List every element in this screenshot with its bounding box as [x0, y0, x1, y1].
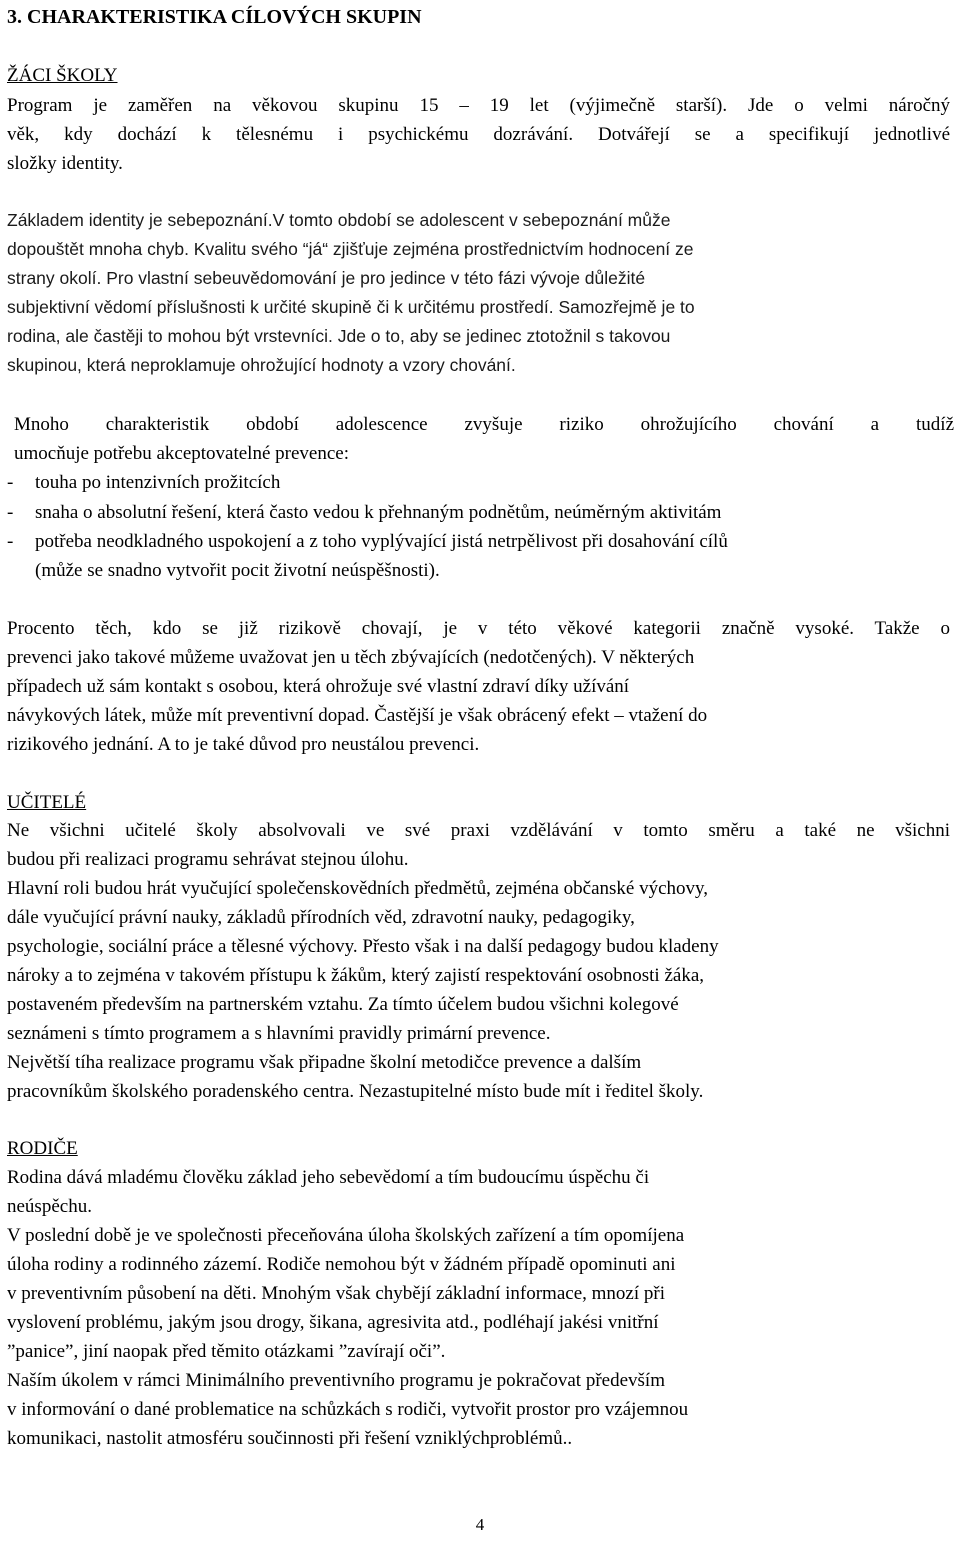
page-number: 4	[475, 1515, 485, 1534]
risk-line: umocňuje potřebu akceptovatelné prevence:	[14, 443, 349, 464]
zaci-line: věk, kdy dochází k tělesnému i psychickému dozrávání. Dotvářejí se a specifikují jednotlivé	[7, 124, 950, 145]
risk-line: Mnoho charakteristik období adolescence zvyšuje riziko ohrožujícího chování a tudíž	[14, 414, 954, 435]
ucitele-line: Hlavní roli budou hrát vyučující společenskovědních předmětů, zejména občanské výchovy,	[7, 878, 709, 899]
rodice-line: Naším úkolem v rámci Minimálního preventivního programu je pokračovat především	[7, 1370, 665, 1391]
ucitele-line: Největší tíha realizace programu však připadne školní metodičce prevence a dalším	[7, 1052, 642, 1073]
rodice-line: v preventivním působení na děti. Mnohým však chybějí základní informace, mnozí při	[7, 1283, 665, 1304]
rodice-line: Rodina dává mladému člověku základ jeho sebevědomí a tím budoucímu úspěchu či	[7, 1167, 650, 1188]
bullet-item: touha po intenzivních prožitcích	[35, 472, 281, 493]
zaci-line: subjektivní vědomí příslušnosti k určité skupině či k určitému prostředí. Samozřejmě je to	[7, 297, 695, 317]
percent-line: případech už sám kontakt s osobou, která ohrožuje své vlastní zdraví díky užívání	[7, 676, 630, 697]
percent-line: návykových látek, může mít preventivní dopad. Častější je však obrácený efekt – vtažení do	[7, 705, 708, 726]
bullet-dash: -	[7, 502, 14, 523]
zaci-line: Základem identity je sebepoznání.V tomto období se adolescent v sebepoznání může	[7, 210, 671, 230]
zaci-line: dopouštět mnoha chyb. Kvalitu svého “já“ zjišťuje zejména prostřednictvím hodnocení ze	[7, 239, 694, 259]
zaci-line: složky identity.	[7, 153, 123, 174]
ucitele-line: budou při realizaci programu sehrávat stejnou úlohu.	[7, 849, 409, 870]
bullet-continuation: (může se snadno vytvořit pocit životní neúspěšnosti).	[35, 560, 440, 581]
percent-line: rizikového jednání. A to je také důvod pro neustálou prevenci.	[7, 734, 480, 755]
rodice-line: v informování o dané problematice na schůzkách s rodiči, vytvořit prostor pro vzájemnou	[7, 1399, 689, 1420]
zaci-line: rodina, ale častěji to mohou být vrstevníci. Jde o to, aby se jedinec ztotožnil s takovou	[7, 326, 671, 346]
rodice-line: ”panice”, jiní naopak před těmito otázkami ”zavírají oči”.	[7, 1341, 446, 1362]
bullet-dash: -	[7, 472, 14, 493]
ucitele-line: nároky a to zejména v takovém přístupu k žákům, který zajistí respektování osobnosti žáka,	[7, 965, 704, 986]
bullet-item: potřeba neodkladného uspokojení a z toho vyplývající jistá netrpělivost při dosahování cílů	[35, 531, 728, 552]
percent-line: Procento těch, kdo se již rizikově chovají, je v této věkové kategorii značně vysoké. Takže o	[7, 618, 950, 639]
rodice-title: RODIČE	[7, 1138, 78, 1159]
rodice-line: neúspěchu.	[7, 1196, 92, 1217]
zaci-line: skupinou, která neproklamuje ohrožující hodnoty a vzory chování.	[7, 355, 516, 375]
rodice-line: úloha rodiny a rodinného zázemí. Rodiče nemohou být v žádném případě opominuti ani	[7, 1254, 676, 1275]
bullet-item: snaha o absolutní řešení, která často vedou k přehnaným podnětům, neúměrným aktivitám	[35, 502, 722, 523]
zaci-line: strany okolí. Pro vlastní sebeuvědomování je pro jedince v této fázi vývoje důležité	[7, 268, 646, 288]
zaci-title: ŽÁCI ŠKOLY	[7, 65, 118, 86]
percent-line: prevenci jako takové můžeme uvažovat jen u těch zbývajících (nedotčených). V některých	[7, 647, 695, 668]
rodice-line: vyslovení problému, jakým jsou drogy, šikana, agresivita atd., podléhají jakési vnitřní	[7, 1312, 659, 1333]
rodice-line: komunikaci, nastolit atmosféru součinnosti při řešení vzniklýchproblémů..	[7, 1428, 573, 1449]
ucitele-line: postaveném především na partnerském vztahu. Za tímto účelem budou všichni kolegové	[7, 994, 679, 1015]
ucitele-line: seznámeni s tímto programem a s hlavními pravidly primární prevence.	[7, 1023, 551, 1044]
ucitele-line: Ne všichni učitelé školy absolvovali ve své praxi vzdělávání v tomto směru a také ne všichni	[7, 820, 950, 841]
ucitele-title: UČITELÉ	[7, 792, 87, 813]
ucitele-line: psychologie, sociální práce a tělesné výchovy. Přesto však i na další pedagogy budou kladeny	[7, 936, 719, 957]
ucitele-line: pracovníkům školského poradenského centra. Nezastupitelné místo bude mít i ředitel školy.	[7, 1081, 704, 1102]
ucitele-line: dále vyučující právní nauky, základů přírodních věd, zdravotní nauky, pedagogiky,	[7, 907, 635, 928]
zaci-line: Program je zaměřen na věkovou skupinu 15 – 19 let (výjimečně starší). Jde o velmi náročný	[7, 95, 950, 116]
bullet-dash: -	[7, 531, 14, 552]
rodice-line: V poslední době je ve společnosti přeceňována úloha školských zařízení a tím opomíjena	[7, 1225, 685, 1246]
section-heading: 3. CHARAKTERISTIKA CÍLOVÝCH SKUPIN	[7, 6, 422, 28]
